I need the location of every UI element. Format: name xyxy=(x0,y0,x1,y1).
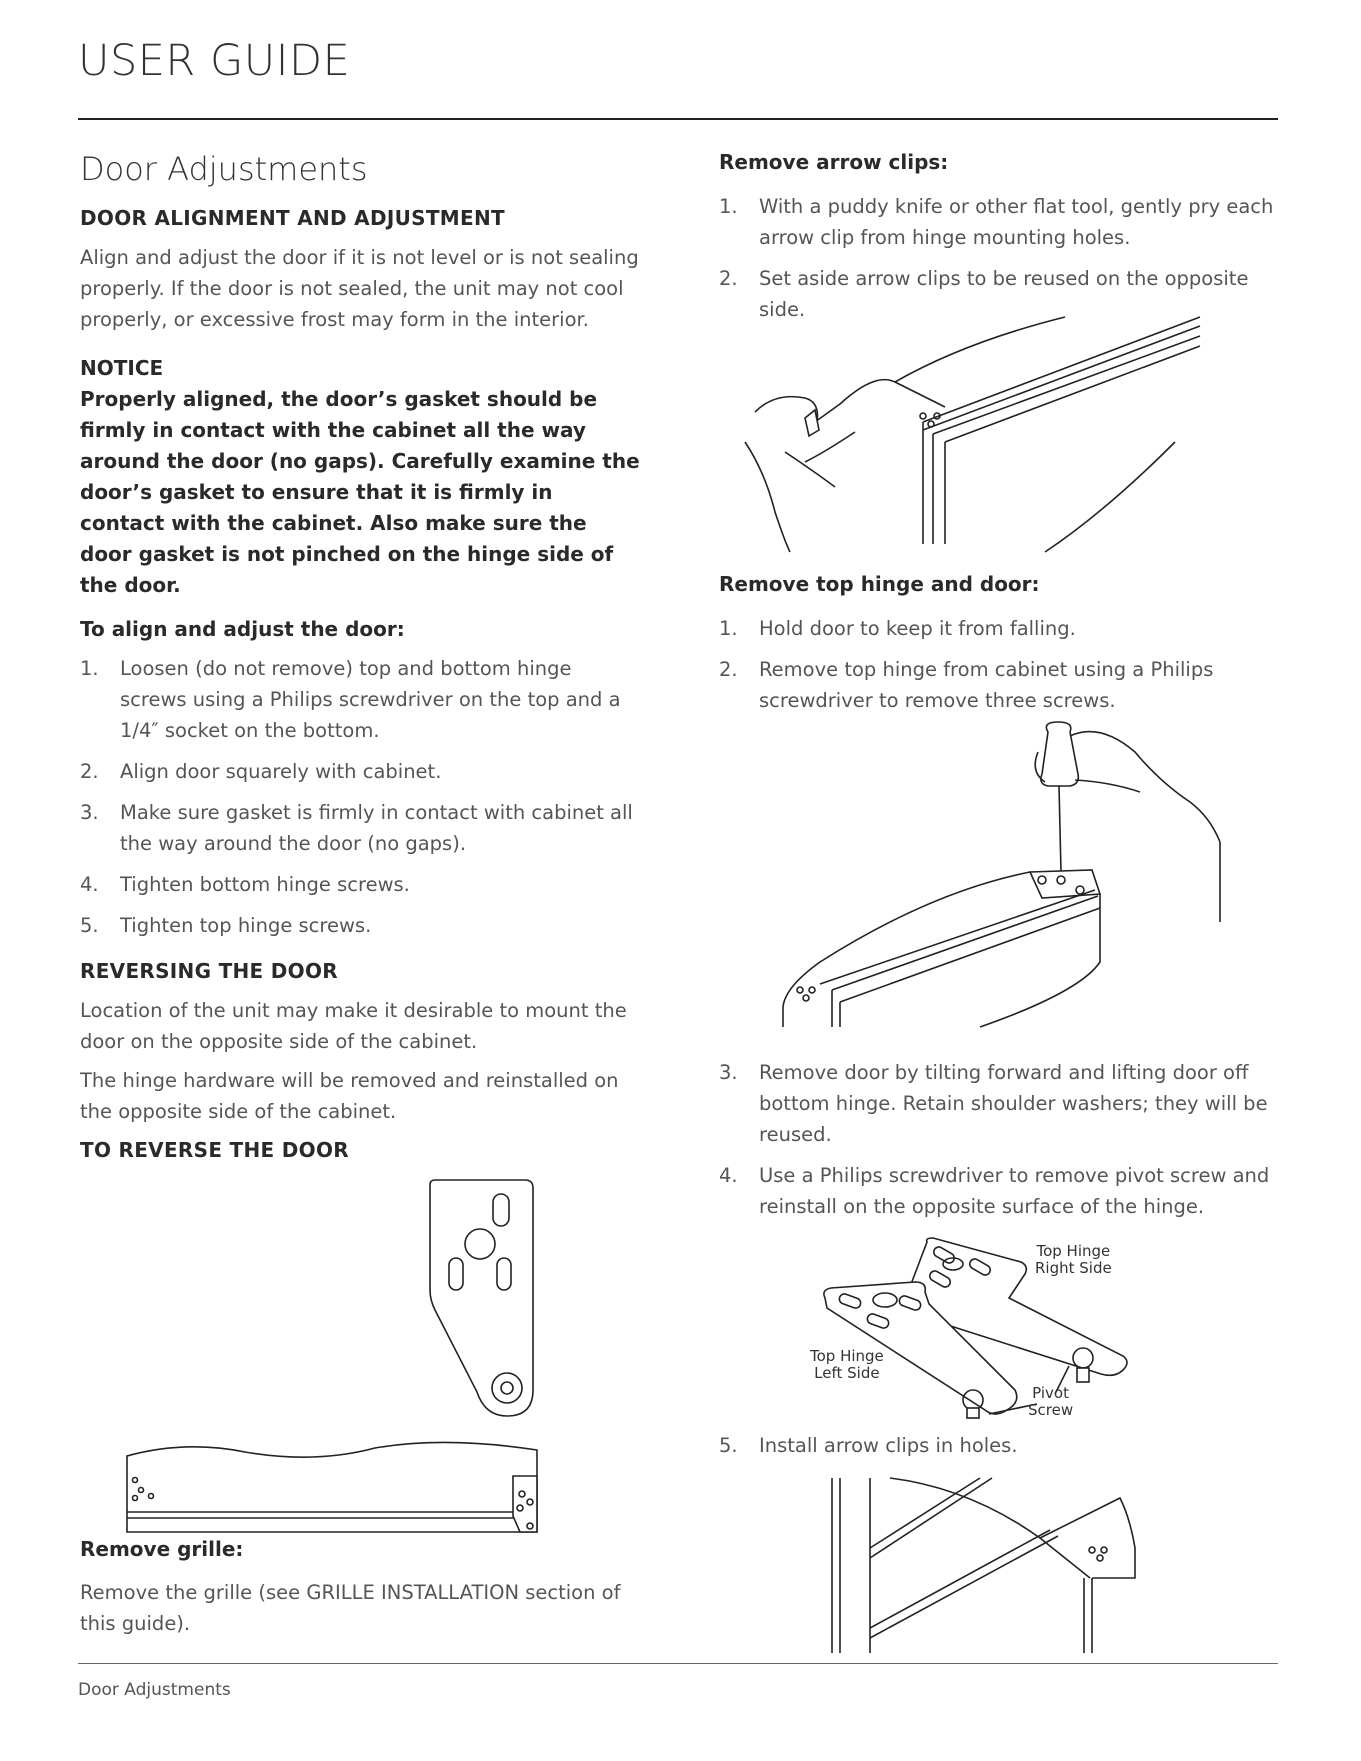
header-rule xyxy=(78,118,1278,120)
align-steps-heading: To align and adjust the door: xyxy=(80,617,405,641)
footer-text: Door Adjustments xyxy=(78,1680,231,1700)
align-steps-list xyxy=(80,653,640,941)
grille-text: Remove the grille (see GRILLE INSTALLATION section of this guide). xyxy=(80,1581,621,1635)
notice-text: Properly aligned, the door’s gasket should be firmly in contact with the cabinet all the way around the door (no gaps). Carefully examine the door’s gasket to ensure that it is firmly in contact with the cabinet. Also make sure the door gasket is not pinched on the hinge side of the door. xyxy=(80,387,640,597)
list-item: 3. Make sure gasket is firmly in contact with cabinet all the way around the door (no gaps). xyxy=(80,801,633,855)
grille-heading: Remove grille: xyxy=(80,1537,244,1561)
section-title: Door Adjustments xyxy=(80,150,368,188)
list-item: 5. Tighten top hinge screws. xyxy=(80,914,372,937)
list-item: 1. With a puddy knife or other flat tool, gently pry each arrow clip from hinge mounting holes. xyxy=(719,195,1274,249)
install-clips-illustration xyxy=(830,1478,1140,1653)
label-top-hinge-left: Top Hinge Left Side xyxy=(810,1347,884,1382)
list-item: 1. Loosen (do not remove) top and bottom hinge screws using a Philips screwdriver on the top and a 1/4″ socket on the bottom. xyxy=(80,657,621,742)
footer-rule xyxy=(78,1663,1278,1664)
left-column xyxy=(80,150,640,1135)
door-removal-steps xyxy=(719,1057,1279,1232)
list-item: 1. Hold door to keep it from falling. xyxy=(719,617,1076,640)
list-item: 4. Tighten bottom hinge screws. xyxy=(80,873,410,896)
top-hinge-steps xyxy=(719,613,1279,726)
screwdriver-hinge-illustration xyxy=(780,722,1230,1027)
arrow-clips-heading: Remove arrow clips: xyxy=(719,150,949,174)
document-title: USER GUIDE xyxy=(78,36,351,86)
alignment-intro: Align and adjust the door if it is not level or is not sealing properly. If the door is not sealed, the unit may not cool properly, or excessive frost may form in the interior. xyxy=(80,246,639,331)
reversing-heading: REVERSING THE DOOR xyxy=(80,959,338,983)
label-pivot-screw: Pivot Screw xyxy=(1028,1384,1074,1419)
grille-illustration xyxy=(125,1436,545,1536)
pry-clip-illustration xyxy=(745,312,1215,552)
grille-text-block xyxy=(80,1577,640,1647)
list-item: 2. Set aside arrow clips to be reused on the opposite side. xyxy=(719,267,1249,321)
list-item: 2. Remove top hinge from cabinet using a Philips screwdriver to remove three screws. xyxy=(719,658,1214,712)
list-item: 2. Align door squarely with cabinet. xyxy=(80,760,442,783)
hinge-plate-illustration xyxy=(425,1180,545,1420)
notice-label: NOTICE xyxy=(80,356,164,380)
list-item: 4. Use a Philips screwdriver to remove pivot screw and reinstall on the opposite surface of the hinge. xyxy=(719,1164,1270,1218)
final-steps xyxy=(719,1430,1279,1471)
list-item: 5. Install arrow clips in holes. xyxy=(719,1434,1018,1457)
label-top-hinge-right: Top Hinge Right Side xyxy=(1035,1242,1112,1277)
reverse-heading: TO REVERSE THE DOOR xyxy=(80,1138,349,1162)
list-item: 3. Remove door by tilting forward and lifting door off bottom hinge. Retain shoulder washers; they will be reused. xyxy=(719,1061,1268,1146)
reversing-paragraph-2: The hinge hardware will be removed and reinstalled on the opposite side of the cabinet. xyxy=(80,1069,619,1123)
alignment-heading: DOOR ALIGNMENT AND ADJUSTMENT xyxy=(80,206,505,230)
reversing-paragraph-1: Location of the unit may make it desirable to mount the door on the opposite side of the cabinet. xyxy=(80,999,627,1053)
top-hinge-heading: Remove top hinge and door: xyxy=(719,572,1040,596)
